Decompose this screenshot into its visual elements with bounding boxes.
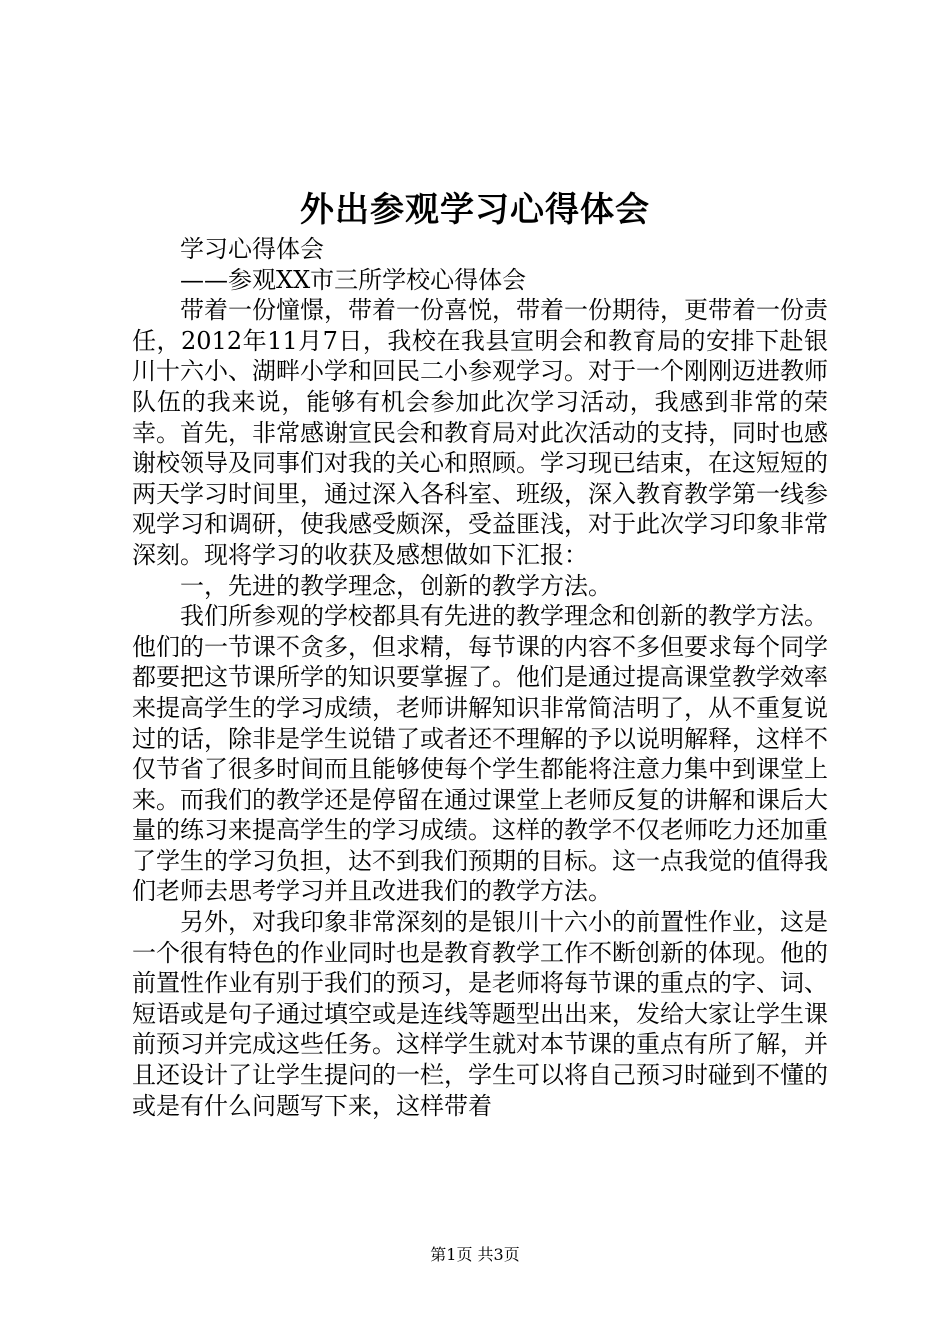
document-body	[132, 234, 828, 1121]
section-heading-1: 一，先进的教学理念，创新的教学方法。	[180, 571, 612, 600]
paragraph-homework: 另外，对我印象非常深刻的是银川十六小的前置性作业，这是一个很有特色的作业同时也是教育教学工作不断创新的体现。他的前置性作业有别于我们的预习，是老师将每节课的重点的字、词、短语或是句子通过填空或是连线等题型出出来，发给大家让学生课前预习并完成这些任务。这样学生就对本节课的重点有所了解，并且还设计了让学生提问的一栏，学生可以将自己预习时碰到不懂的或是有什么问题写下来，这样带着	[132, 908, 828, 1120]
document-subtitle: 学习心得体会	[180, 235, 324, 263]
paragraph-teaching-method: 我们所参观的学校都具有先进的教学理念和创新的教学方法。他们的一节课不贪多，但求精，每节课的内容不多但要求每个同学都要把这节课所学的知识要掌握了。他们是通过提高课堂教学效率来提高学生的学习成绩，老师讲解知识非常简洁明了，从不重复说过的话，除非是学生说错了或者还不理解的予以说明解释，这样不仅节省了很多时间而且能够使每个学生都能将注意力集中到课堂上来。而我们的教学还是停留在通过课堂上老师反复的讲解和课后大量的练习来提高学生的学习成绩。这样的教学不仅老师吃力还加重了学生的学习负担，达不到我们预期的目标。这一点我觉的值得我们老师去思考学习并且改进我们的教学方法。	[132, 602, 828, 906]
page-footer: 第1页 共3页	[430, 1245, 520, 1264]
paragraph-intro: 带着一份憧憬，带着一份喜悦，带着一份期待，更带着一份责任，2012年11月7日，我校在我县宣明会和教育局的安排下赴银川十六小、湖畔小学和回民二小参观学习。对于一个刚刚迈进教师队伍的我来说，能够有机会参加此次学习活动，我感到非常的荣幸。首先，非常感谢宣民会和教育局对此次活动的支持，同时也感谢校领导及同事们对我的关心和照顾。学习现已结束，在这短短的两天学习时间里，通过深入各科室、班级，深入教育教学第一线参观学习和调研，使我感受颇深，受益匪浅，对于此次学习印象非常深刻。现将学习的收获及感想做如下汇报：	[132, 296, 828, 569]
document-subsubtitle: ——参观XX市三所学校心得体会	[180, 265, 527, 294]
document-title: 外出参观学习心得体会	[300, 190, 650, 230]
